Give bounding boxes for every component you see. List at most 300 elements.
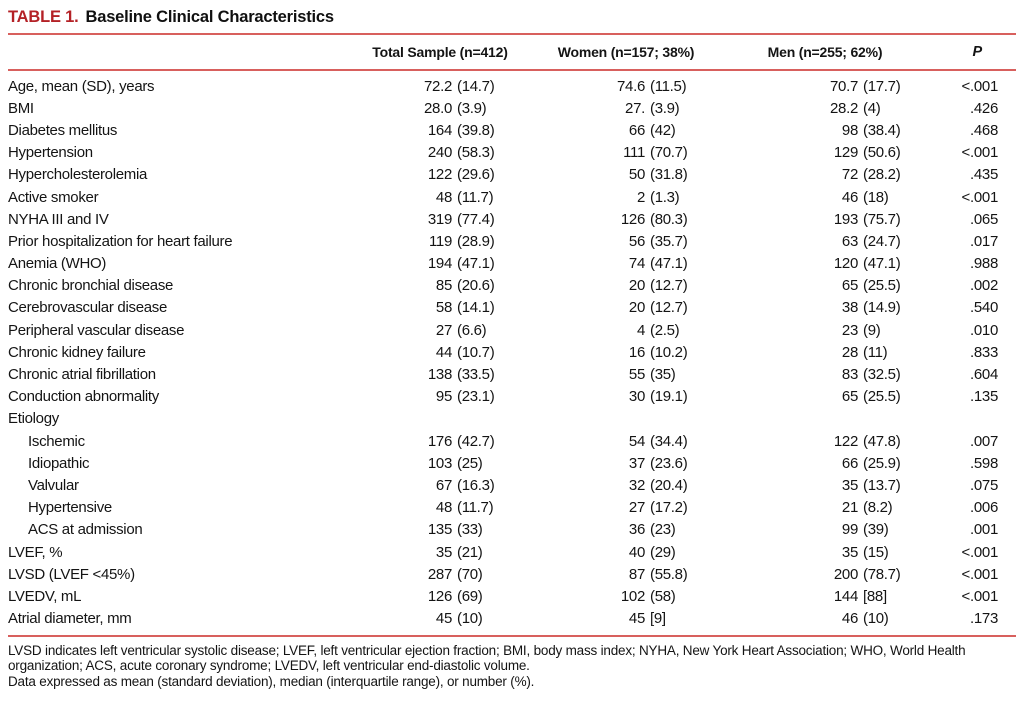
cell-dispersion: (17.7) xyxy=(863,77,901,95)
cell-dispersion: (25.5) xyxy=(863,277,901,295)
cell-dispersion: (11.5) xyxy=(650,77,687,95)
cell-value: 4 xyxy=(636,321,645,339)
footnote-abbreviations: LVSD indicates left ventricular systolic disease; LVEF, left ventricular ejection fraction; BMI, body mass index; NYHA, New York Heart Association; WHO, World Health organization; ACS, acute coronary syndrome; LVEDV, left ventricular end-diastolic volume. xyxy=(8,642,966,674)
cell-total-sample xyxy=(348,211,532,228)
cell-dispersion: (23.6) xyxy=(650,454,688,472)
table-row xyxy=(8,452,1016,474)
cell-dispersion: (2.5) xyxy=(650,321,680,339)
cell-total-sample xyxy=(348,388,532,405)
cell-p-value: .065 xyxy=(970,210,998,228)
cell-value: 28.0 xyxy=(424,99,452,117)
table-row xyxy=(8,275,1016,297)
cell-value: 56 xyxy=(628,232,645,250)
table-footnotes xyxy=(8,637,1016,690)
cell-value: 66 xyxy=(841,454,858,472)
cell-dispersion: (47.8) xyxy=(863,432,901,450)
cell-value: 83 xyxy=(841,366,858,384)
cell-p-value: .435 xyxy=(970,166,998,184)
cell-value: 23 xyxy=(841,321,858,339)
row-label: Cerebrovascular disease xyxy=(8,299,168,317)
row-label: LVSD (LVEF <45%) xyxy=(8,565,135,583)
cell-women xyxy=(532,344,720,361)
cell-total-sample xyxy=(348,455,532,472)
cell-men xyxy=(720,366,930,383)
cell-value: 176 xyxy=(427,432,452,450)
table-row xyxy=(8,386,1016,408)
cell-p-value: .010 xyxy=(970,321,998,339)
cell-value: 55 xyxy=(628,366,645,384)
cell-women xyxy=(532,433,720,450)
cell-p-value: <.001 xyxy=(961,543,998,561)
row-label: Chronic atrial fibrillation xyxy=(8,366,156,384)
row-label: Hypertensive xyxy=(28,499,112,517)
cell-men xyxy=(720,588,930,605)
row-label: Hypercholesterolemia xyxy=(8,166,148,184)
cell-dispersion: (38.4) xyxy=(863,121,901,139)
cell-value: 45 xyxy=(628,610,645,628)
cell-value: 138 xyxy=(427,366,452,384)
cell-value: 45 xyxy=(435,610,452,628)
cell-men xyxy=(720,610,930,627)
cell-p-value: .833 xyxy=(970,343,998,361)
table-row xyxy=(8,563,1016,585)
cell-women xyxy=(532,455,720,472)
cell-dispersion: (11.7) xyxy=(457,188,494,206)
cell-women xyxy=(532,189,720,206)
cell-total-sample xyxy=(348,610,532,627)
cell-value: 28 xyxy=(841,343,858,361)
cell-women xyxy=(532,388,720,405)
cell-total-sample xyxy=(348,100,532,117)
row-label: Prior hospitalization for heart failure xyxy=(8,232,233,250)
cell-dispersion: (50.6) xyxy=(863,144,901,162)
cell-women xyxy=(532,588,720,605)
row-label: Peripheral vascular disease xyxy=(8,321,185,339)
cell-dispersion: (42) xyxy=(650,121,676,139)
cell-value: 27 xyxy=(435,321,452,339)
cell-dispersion: (10.7) xyxy=(457,343,495,361)
cell-dispersion: (25) xyxy=(457,454,483,472)
cell-value: 164 xyxy=(427,121,452,139)
cell-value: 20 xyxy=(628,299,645,317)
cell-women xyxy=(532,144,720,161)
cell-total-sample xyxy=(348,566,532,583)
cell-value: 58 xyxy=(435,299,452,317)
cell-dispersion: (11.7) xyxy=(457,499,494,517)
row-label: LVEF, % xyxy=(8,543,63,561)
cell-dispersion: (55.8) xyxy=(650,565,688,583)
cell-value: 240 xyxy=(427,144,452,162)
cell-dispersion: (9) xyxy=(863,321,881,339)
table-row xyxy=(8,119,1016,141)
column-header-p-value: P xyxy=(972,44,982,60)
cell-dispersion: (35.7) xyxy=(650,232,688,250)
cell-men xyxy=(720,189,930,206)
cell-men xyxy=(720,477,930,494)
cell-men xyxy=(720,233,930,250)
cell-women xyxy=(532,299,720,316)
cell-value: 16 xyxy=(628,343,645,361)
cell-value: 120 xyxy=(833,255,858,273)
cell-dispersion: (78.7) xyxy=(863,565,901,583)
row-label: Atrial diameter, mm xyxy=(8,610,132,628)
row-label: Age, mean (SD), years xyxy=(8,77,155,95)
table-row xyxy=(8,519,1016,541)
cell-total-sample xyxy=(348,189,532,206)
cell-women xyxy=(532,211,720,228)
row-label: Anemia (WHO) xyxy=(8,255,107,273)
cell-women xyxy=(532,544,720,561)
cell-dispersion: (25.9) xyxy=(863,454,901,472)
cell-dispersion: (47.1) xyxy=(650,255,688,273)
cell-total-sample xyxy=(348,277,532,294)
row-label: Chronic bronchial disease xyxy=(8,277,174,295)
cell-total-sample xyxy=(348,477,532,494)
cell-dispersion: (4) xyxy=(863,99,881,117)
cell-men xyxy=(720,544,930,561)
cell-dispersion: (25.5) xyxy=(863,388,901,406)
cell-total-sample xyxy=(348,322,532,339)
cell-dispersion: (15) xyxy=(863,543,889,561)
cell-dispersion: (77.4) xyxy=(457,210,495,228)
cell-p-value: .988 xyxy=(970,255,998,273)
cell-total-sample xyxy=(348,166,532,183)
cell-dispersion: (20.6) xyxy=(457,277,495,295)
cell-men xyxy=(720,211,930,228)
row-label: Conduction abnormality xyxy=(8,388,159,406)
cell-value: 72 xyxy=(841,166,858,184)
cell-women xyxy=(532,166,720,183)
cell-men xyxy=(720,388,930,405)
cell-value: 99 xyxy=(841,521,858,539)
cell-dispersion: [88] xyxy=(863,587,887,605)
table-row xyxy=(8,208,1016,230)
table-header-row xyxy=(8,35,1016,69)
cell-dispersion: (70.7) xyxy=(650,144,688,162)
row-label: NYHA III and IV xyxy=(8,210,109,228)
cell-dispersion: (32.5) xyxy=(863,366,901,384)
cell-value: 126 xyxy=(620,210,645,228)
cell-value: 65 xyxy=(841,388,858,406)
row-label: BMI xyxy=(8,99,34,117)
cell-value: 98 xyxy=(841,121,858,139)
column-header-men: Men (n=255; 62%) xyxy=(767,44,883,60)
cell-value: 74.6 xyxy=(617,77,645,95)
cell-dispersion: (28.2) xyxy=(863,166,901,184)
row-label: ACS at admission xyxy=(28,521,143,539)
row-label: Etiology xyxy=(8,410,59,428)
cell-women xyxy=(532,366,720,383)
cell-p-value: .001 xyxy=(970,521,998,539)
cell-dispersion: (8.2) xyxy=(863,499,893,517)
cell-value: 87 xyxy=(628,565,645,583)
cell-value: 319 xyxy=(427,210,452,228)
table-row xyxy=(8,75,1016,97)
cell-value: 21 xyxy=(841,499,858,517)
cell-value: 95 xyxy=(435,388,452,406)
cell-dispersion: (80.3) xyxy=(650,210,688,228)
cell-p-value: .007 xyxy=(970,432,998,450)
cell-dispersion: (35) xyxy=(650,366,676,384)
cell-value: 102 xyxy=(620,587,645,605)
cell-dispersion: (33) xyxy=(457,521,483,539)
cell-value: 44 xyxy=(435,343,452,361)
cell-women xyxy=(532,122,720,139)
cell-dispersion: (75.7) xyxy=(863,210,901,228)
cell-men xyxy=(720,78,930,95)
cell-dispersion: (11) xyxy=(863,343,888,361)
cell-dispersion: (13.7) xyxy=(863,476,901,494)
table-row xyxy=(8,142,1016,164)
table-body xyxy=(8,71,1016,635)
cell-dispersion: (19.1) xyxy=(650,388,688,406)
cell-dispersion: (3.9) xyxy=(457,99,487,117)
row-label: Active smoker xyxy=(8,188,99,206)
cell-value: 119 xyxy=(428,232,452,250)
table-row xyxy=(8,585,1016,607)
cell-dispersion: (12.7) xyxy=(650,299,688,317)
row-label: Valvular xyxy=(28,476,79,494)
row-label: Hypertension xyxy=(8,144,93,162)
table-row xyxy=(8,186,1016,208)
cell-p-value: .598 xyxy=(970,454,998,472)
cell-value: 194 xyxy=(427,255,452,273)
cell-value: 40 xyxy=(628,543,645,561)
table-number-label: TABLE 1. xyxy=(8,8,79,26)
cell-men xyxy=(720,566,930,583)
cell-dispersion: (69) xyxy=(457,587,483,605)
cell-value: 20 xyxy=(628,277,645,295)
cell-dispersion: (14.1) xyxy=(457,299,495,317)
cell-value: 27. xyxy=(625,99,645,117)
cell-men xyxy=(720,277,930,294)
cell-dispersion: (18) xyxy=(863,188,889,206)
cell-women xyxy=(532,610,720,627)
cell-total-sample xyxy=(348,144,532,161)
cell-dispersion: (58.3) xyxy=(457,144,495,162)
cell-value: 70.7 xyxy=(830,77,858,95)
cell-p-value: .604 xyxy=(970,366,998,384)
cell-women xyxy=(532,100,720,117)
table-row xyxy=(8,319,1016,341)
cell-dispersion: (6.6) xyxy=(457,321,487,339)
cell-women xyxy=(532,566,720,583)
cell-men xyxy=(720,344,930,361)
cell-total-sample xyxy=(348,433,532,450)
column-header-total-sample: Total Sample (n=412) xyxy=(372,44,508,60)
table-row xyxy=(8,474,1016,496)
cell-value: 36 xyxy=(628,521,645,539)
cell-dispersion: (10) xyxy=(457,610,483,628)
cell-men xyxy=(720,166,930,183)
cell-men xyxy=(720,299,930,316)
cell-value: 193 xyxy=(833,210,858,228)
row-label: Ischemic xyxy=(28,432,85,450)
cell-women xyxy=(532,78,720,95)
cell-value: 50 xyxy=(628,166,645,184)
cell-total-sample xyxy=(348,344,532,361)
cell-men xyxy=(720,521,930,538)
cell-dispersion: (14.9) xyxy=(863,299,901,317)
cell-p-value: .006 xyxy=(970,499,998,517)
cell-value: 200 xyxy=(833,565,858,583)
cell-dispersion: (23) xyxy=(650,521,676,539)
cell-p-value: <.001 xyxy=(961,77,998,95)
cell-value: 144 xyxy=(833,587,858,605)
cell-value: 122 xyxy=(833,432,858,450)
row-label: Idiopathic xyxy=(28,454,90,472)
cell-p-value: <.001 xyxy=(961,144,998,162)
table-title xyxy=(8,4,1016,33)
cell-men xyxy=(720,100,930,117)
cell-dispersion: (58) xyxy=(650,587,676,605)
table-row xyxy=(8,97,1016,119)
cell-p-value: <.001 xyxy=(961,587,998,605)
cell-p-value: .017 xyxy=(970,232,998,250)
cell-value: 30 xyxy=(628,388,645,406)
cell-value: 35 xyxy=(841,476,858,494)
row-label: LVEDV, mL xyxy=(8,587,82,605)
cell-total-sample xyxy=(348,588,532,605)
cell-dispersion: (70) xyxy=(457,565,483,583)
cell-value: 54 xyxy=(628,432,645,450)
cell-p-value: .075 xyxy=(970,476,998,494)
table-row xyxy=(8,341,1016,363)
cell-dispersion: (21) xyxy=(457,543,483,561)
column-header-women: Women (n=157; 38%) xyxy=(557,44,695,60)
cell-value: 38 xyxy=(841,299,858,317)
cell-total-sample xyxy=(348,255,532,272)
row-label: Chronic kidney failure xyxy=(8,343,146,361)
cell-value: 111 xyxy=(623,144,645,162)
cell-dispersion: (28.9) xyxy=(457,232,495,250)
cell-women xyxy=(532,322,720,339)
table-row xyxy=(8,430,1016,452)
cell-p-value: .426 xyxy=(970,99,998,117)
cell-total-sample xyxy=(348,122,532,139)
cell-value: 48 xyxy=(435,499,452,517)
cell-total-sample xyxy=(348,233,532,250)
cell-value: 72.2 xyxy=(424,77,452,95)
cell-dispersion: (14.7) xyxy=(457,77,495,95)
cell-dispersion: (1.3) xyxy=(650,188,680,206)
cell-value: 135 xyxy=(427,521,452,539)
cell-men xyxy=(720,144,930,161)
cell-dispersion: (33.5) xyxy=(457,366,495,384)
cell-dispersion: (29.6) xyxy=(457,166,495,184)
cell-p-value: <.001 xyxy=(961,188,998,206)
table-row xyxy=(8,253,1016,275)
cell-dispersion: (42.7) xyxy=(457,432,495,450)
table-row xyxy=(8,408,1016,430)
cell-p-value: .540 xyxy=(970,299,998,317)
cell-dispersion: (31.8) xyxy=(650,166,688,184)
cell-women xyxy=(532,277,720,294)
cell-p-value: .173 xyxy=(970,610,998,628)
cell-p-value: .135 xyxy=(970,388,998,406)
table-row xyxy=(8,497,1016,519)
cell-women xyxy=(532,477,720,494)
table-row xyxy=(8,541,1016,563)
cell-p-value: .002 xyxy=(970,277,998,295)
cell-p-value: .468 xyxy=(970,121,998,139)
cell-dispersion: (39) xyxy=(863,521,889,539)
cell-value: 122 xyxy=(427,166,452,184)
cell-value: 287 xyxy=(427,565,452,583)
cell-men xyxy=(720,122,930,139)
row-label: Diabetes mellitus xyxy=(8,121,118,139)
cell-dispersion: (23.1) xyxy=(457,388,495,406)
cell-women xyxy=(532,499,720,516)
cell-dispersion: (29) xyxy=(650,543,676,561)
footnote-data-format: Data expressed as mean (standard deviation), median (interquartile range), or number (%). xyxy=(8,673,535,689)
cell-value: 126 xyxy=(427,587,452,605)
cell-value: 35 xyxy=(841,543,858,561)
cell-value: 2 xyxy=(636,188,645,206)
cell-women xyxy=(532,521,720,538)
table-row xyxy=(8,363,1016,385)
cell-total-sample xyxy=(348,544,532,561)
table-row xyxy=(8,164,1016,186)
table-title-text: Baseline Clinical Characteristics xyxy=(85,8,334,26)
cell-men xyxy=(720,322,930,339)
cell-value: 37 xyxy=(628,454,645,472)
cell-dispersion: (12.7) xyxy=(650,277,688,295)
cell-total-sample xyxy=(348,521,532,538)
cell-men xyxy=(720,455,930,472)
table-row xyxy=(8,608,1016,630)
cell-dispersion: (39.8) xyxy=(457,121,495,139)
cell-value: 35 xyxy=(435,543,452,561)
cell-total-sample xyxy=(348,299,532,316)
cell-dispersion: (47.1) xyxy=(863,255,901,273)
cell-p-value: <.001 xyxy=(961,565,998,583)
cell-dispersion: (20.4) xyxy=(650,476,688,494)
cell-men xyxy=(720,433,930,450)
cell-value: 65 xyxy=(841,277,858,295)
table-row xyxy=(8,297,1016,319)
table-row xyxy=(8,230,1016,252)
cell-women xyxy=(532,255,720,272)
cell-men xyxy=(720,499,930,516)
cell-value: 129 xyxy=(833,144,858,162)
cell-value: 46 xyxy=(841,610,858,628)
cell-women xyxy=(532,233,720,250)
cell-dispersion: (10.2) xyxy=(650,343,688,361)
cell-value: 63 xyxy=(841,232,858,250)
cell-value: 103 xyxy=(427,454,452,472)
cell-value: 27 xyxy=(628,499,645,517)
cell-dispersion: (3.9) xyxy=(650,99,680,117)
cell-dispersion: [9] xyxy=(650,610,666,628)
cell-value: 85 xyxy=(435,277,452,295)
cell-value: 32 xyxy=(628,476,645,494)
cell-dispersion: (34.4) xyxy=(650,432,688,450)
cell-total-sample xyxy=(348,78,532,95)
cell-total-sample xyxy=(348,366,532,383)
cell-value: 48 xyxy=(435,188,452,206)
cell-value: 74 xyxy=(628,255,645,273)
cell-men xyxy=(720,255,930,272)
cell-dispersion: (47.1) xyxy=(457,255,495,273)
cell-value: 46 xyxy=(841,188,858,206)
cell-dispersion: (10) xyxy=(863,610,889,628)
cell-dispersion: (16.3) xyxy=(457,476,495,494)
cell-dispersion: (24.7) xyxy=(863,232,901,250)
cell-value: 28.2 xyxy=(830,99,858,117)
cell-total-sample xyxy=(348,499,532,516)
cell-dispersion: (17.2) xyxy=(650,499,688,517)
